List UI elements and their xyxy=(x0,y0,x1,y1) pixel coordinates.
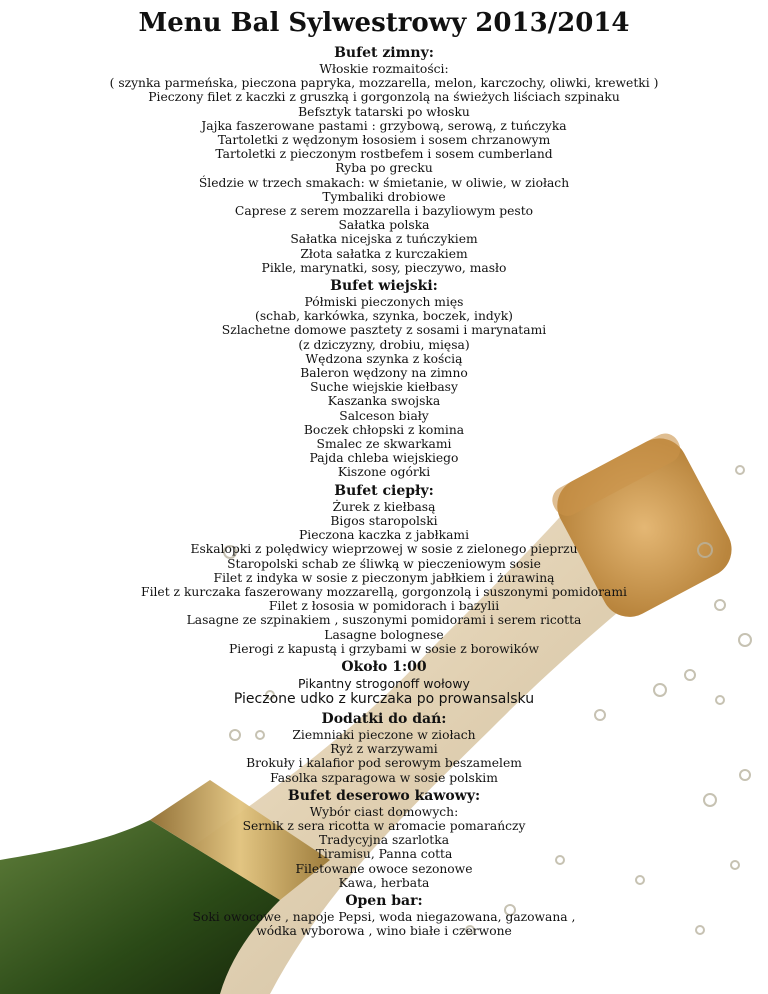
section-items xyxy=(0,805,768,890)
menu-item: Filet z indyka w sosie z pieczonym jabłkiem i żurawiną xyxy=(213,570,555,585)
menu-item: Ziemniaki pieczone w ziołach xyxy=(292,727,476,742)
menu-item: Kiszone ogórki xyxy=(337,465,431,480)
menu-item: Brokuły i kalafior pod serowym beszamelem xyxy=(246,756,522,771)
menu-item: Tradycyjna szarlotka xyxy=(318,833,450,848)
section-items xyxy=(0,910,768,938)
section-heading: Dodatki do dań: xyxy=(321,710,447,727)
menu-item: (z dziczyzny, drobiu, mięsa) xyxy=(298,337,470,352)
section-dodatki xyxy=(0,710,768,785)
menu-item: Soki owocowe , napoje Pepsi, woda niegazowana, gazowana , xyxy=(192,909,576,924)
menu-item: Wybór ciast domowych: xyxy=(309,804,459,819)
menu-item: Eskalopki z polędwicy wieprzowej w sosie z zielonego pieprzu xyxy=(190,542,578,557)
menu-item: Suche wiejskie kiełbasy xyxy=(310,380,458,395)
menu-item: Pierogi z kapustą i grzybami w sosie z borowików xyxy=(228,641,540,656)
section-heading: Bufet wiejski: xyxy=(330,278,438,295)
menu-item: (schab, karkówka, szynka, boczek, indyk) xyxy=(255,309,513,324)
menu-item: Smalec ze skwarkami xyxy=(316,437,452,452)
menu-item: Staropolski schab ze śliwką w pieczeniowym sosie xyxy=(227,556,541,571)
section-deser xyxy=(0,787,768,890)
menu-item: Kaszanka swojska xyxy=(327,394,441,409)
menu-item: Filet z kurczaka faszerowany mozzarellą, gorgonzolą i suszonymi pomidorami xyxy=(141,584,627,599)
menu-item: Tartoletki z wędzonym łososiem i sosem chrzanowym xyxy=(217,133,551,148)
menu-item: Szlachetne domowe pasztety z sosami i marynatami xyxy=(221,323,547,338)
section-heading: Bufet ciepły: xyxy=(334,482,434,499)
menu-item: Włoskie rozmaitości: xyxy=(319,62,449,76)
menu-item: Pikantny strogonoff wołowy xyxy=(298,675,470,691)
menu-item: Złota sałatka z kurczakiem xyxy=(300,246,468,261)
menu-item: Jajka faszerowane pastami : grzybową, serową, z tuńczyka xyxy=(201,118,567,133)
menu-item: Tartoletki z pieczonym rostbefem i sosem cumberland xyxy=(215,147,553,162)
section-items xyxy=(0,500,768,656)
menu-item: Półmiski pieczonych mięs xyxy=(304,295,464,310)
menu-item: Pajda chleba wiejskiego xyxy=(309,451,459,466)
section-heading: Open bar: xyxy=(345,892,423,909)
menu-item: Caprese z serem mozzarella i bazyliowym pesto xyxy=(234,204,534,219)
menu-item: Tymbaliki drobiowe xyxy=(322,189,446,204)
menu-item: Filet z łososia w pomidorach i bazylii xyxy=(268,599,500,614)
menu-item: Bigos staropolski xyxy=(330,513,438,528)
section-okolo-1 xyxy=(0,658,768,708)
menu-item: Ryż z warzywami xyxy=(330,742,438,757)
menu-item: ( szynka parmeńska, pieczona papryka, mozzarella, melon, karczochy, oliwki, krewetki ) xyxy=(109,76,659,91)
menu-item: Baleron wędzony na zimno xyxy=(300,366,468,381)
menu-item: Lasagne ze szpinakiem , suszonymi pomidorami i serem ricotta xyxy=(186,613,582,628)
menu-item: Fasolka szparagowa w sosie polskim xyxy=(270,770,498,785)
menu-item: Żurek z kiełbasą xyxy=(332,499,436,514)
menu-item: wódka wyborowa , wino białe i czerwone xyxy=(256,924,512,939)
menu-item: Lasagne bolognese xyxy=(324,627,444,642)
section-heading: Bufet zimny: xyxy=(334,45,434,61)
section-bufet-wiejski xyxy=(0,277,768,480)
section-bufet-zimny xyxy=(0,44,768,275)
menu-item: Filetowane owoce sezonowe xyxy=(295,861,473,876)
menu-item: Pieczone udko z kurczaka po prowansalsku xyxy=(233,690,535,707)
section-items xyxy=(0,728,768,785)
menu-item: Salceson biały xyxy=(339,408,429,423)
menu-item: Pieczony filet z kaczki z gruszką i gorgonzolą na świeżych liściach szpinaku xyxy=(148,90,620,105)
menu-item: Befsztyk tatarski po włosku xyxy=(298,104,470,119)
section-heading: Około 1:00 xyxy=(341,658,427,675)
menu-item: Wędzona szynka z kością xyxy=(305,351,463,366)
menu-item: Ryba po grecku xyxy=(335,161,433,176)
menu-item: Kawa, herbata xyxy=(338,875,430,890)
menu-item: Sałatka nicejska z tuńczykiem xyxy=(290,232,478,247)
menu-item: Śledzie w trzech smakach: w śmietanie, w oliwie, w ziołach xyxy=(198,175,570,190)
section-items xyxy=(0,676,768,708)
menu-item: Pikle, marynatki, sosy, pieczywo, masło xyxy=(261,260,507,275)
menu-item: Sałatka polska xyxy=(338,218,430,233)
section-bufet-cieply xyxy=(0,482,768,656)
section-open-bar xyxy=(0,892,768,938)
menu-title: Menu Bal Sylwestrowy 2013/2014 xyxy=(138,8,630,38)
menu-item: Pieczona kaczka z jabłkami xyxy=(298,528,470,543)
menu-item: Boczek chłopski z komina xyxy=(303,422,465,437)
menu-item: Tiramisu, Panna cotta xyxy=(315,847,453,862)
section-items xyxy=(0,295,768,480)
section-heading: Bufet deserowo kawowy: xyxy=(287,787,481,804)
menu-item: Sernik z sera ricotta w aromacie pomarańczy xyxy=(242,818,526,833)
section-items xyxy=(0,62,768,275)
